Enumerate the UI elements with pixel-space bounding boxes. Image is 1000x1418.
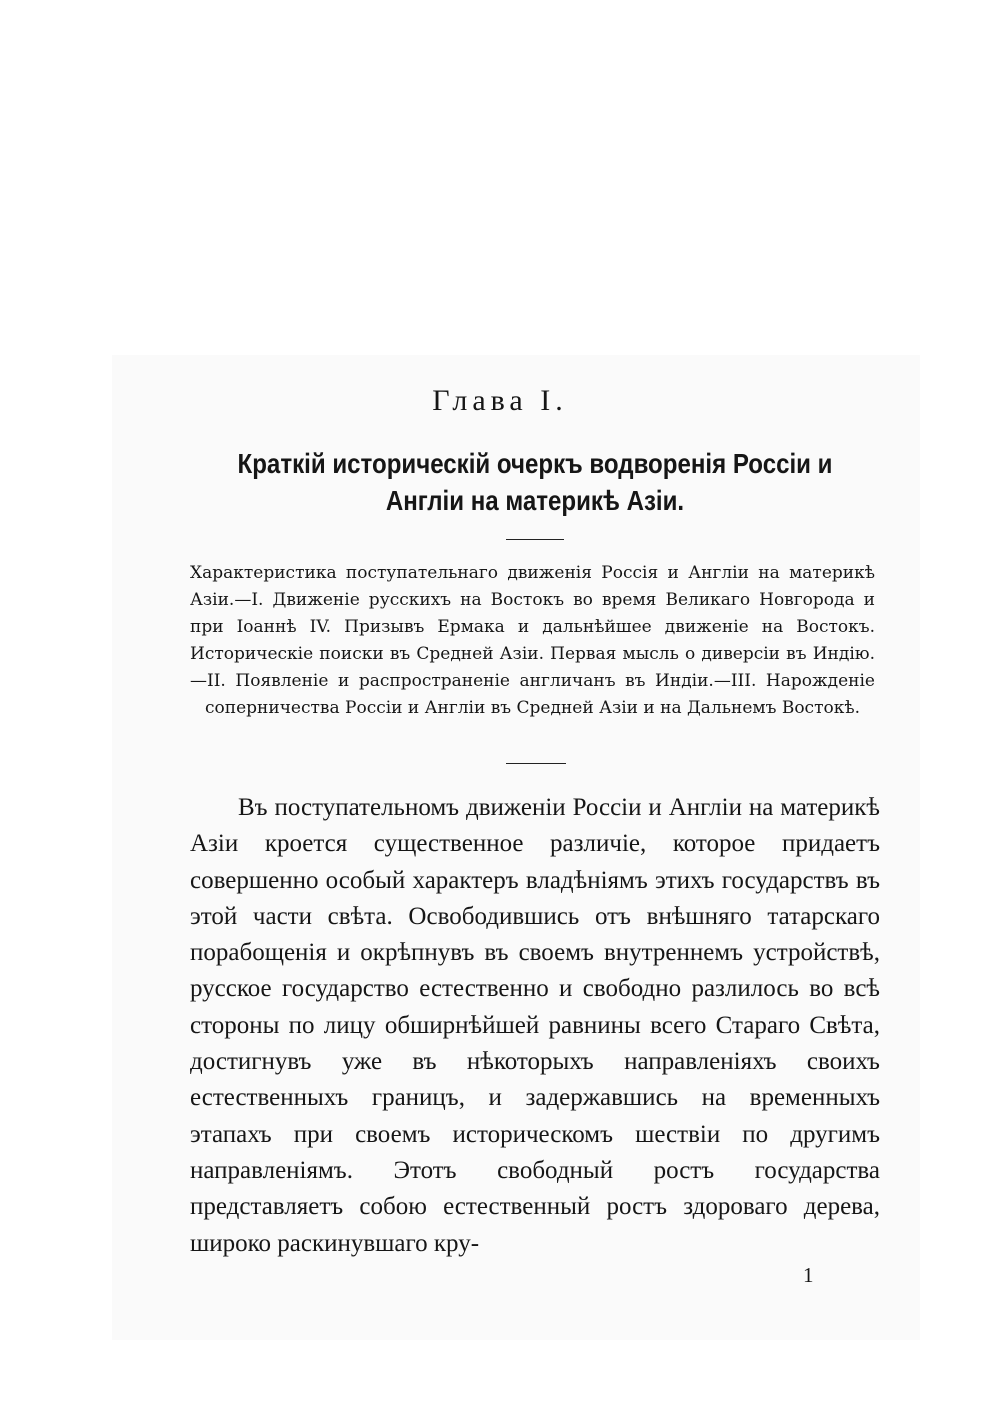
divider-bottom xyxy=(506,763,566,764)
body-paragraph: Въ поступательномъ движеніи Россіи и Англіи на материкѣ Азіи кроется существенное различіе, которое придаетъ совершенно особый характеръ владѣніямъ этихъ государствъ въ этой части свѣта. Освободившись отъ внѣшняго татарскаго порабощенія и окрѣпнувъ въ своемъ внутреннемъ устройствѣ, русское государство естественно и свободно разлилось во всѣ стороны по лицу обширнѣйшей равнины всего Стараго Свѣта, достигнувъ уже въ нѣкоторыхъ направленіяхъ своихъ естественныхъ границъ, и задержавшись на временныхъ этапахъ при своемъ историческомъ шествіи по другимъ направленіямъ. Этотъ свободный ростъ государства представляетъ собою естественный ростъ здороваго дерева, широко раскинувшаго кру- xyxy=(190,794,880,1257)
chapter-heading: Глава I. xyxy=(432,384,568,417)
chapter-summary: Характеристика поступательнаго движенія Россія и Англіи на материкѣ Азіи.—I. Движеніе русскихъ на Востокъ во время Великаго Новгорода и при Іоаннѣ IV. Призывъ Ермака и дальнѣйшее движеніе на Востокъ. Историческіе поиски въ Средней Азіи. Первая мысль о диверсіи въ Индію.—II. Появленіе и распространеніе англичанъ въ Индіи.—III. Нарожденіе соперничества Россіи и Англіи въ Средней Азіи и на Дальнемъ Востокѣ. xyxy=(190,563,875,718)
divider-top xyxy=(506,539,564,540)
page-number: 1 xyxy=(803,1263,814,1287)
chapter-title: Краткій историческій очеркъ водворенія Россіи и Англіи на материкѣ Азіи. xyxy=(237,448,833,516)
